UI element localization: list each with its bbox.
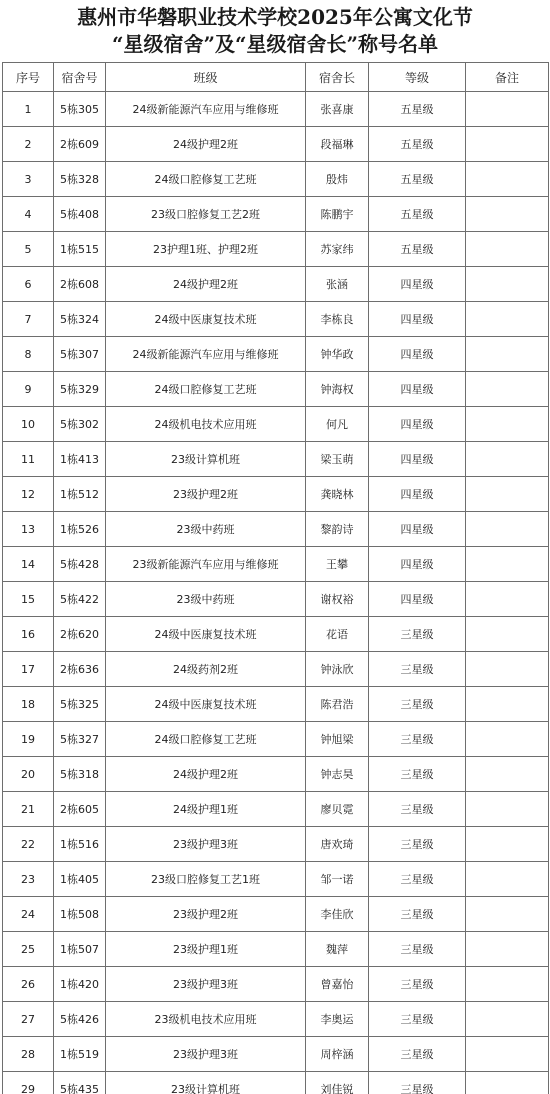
cell-class: 24级护理1班 xyxy=(106,792,306,827)
title-line-2: “星级宿舍”及“星级宿舍长”称号名单 xyxy=(111,32,438,56)
cell-no: 28 xyxy=(3,1037,54,1072)
cell-class: 23级护理3班 xyxy=(106,1037,306,1072)
cell-no: 16 xyxy=(3,617,54,652)
cell-no: 20 xyxy=(3,757,54,792)
cell-class: 24级护理2班 xyxy=(106,267,306,302)
table-row xyxy=(3,967,549,1002)
cell-level: 四星级 xyxy=(369,267,466,302)
cell-room: 5栋325 xyxy=(54,687,106,722)
table-row xyxy=(3,442,549,477)
cell-note xyxy=(466,372,549,407)
cell-note xyxy=(466,512,549,547)
table-row xyxy=(3,862,549,897)
cell-leader: 李佳欣 xyxy=(306,897,369,932)
cell-room: 1栋413 xyxy=(54,442,106,477)
cell-room: 2栋609 xyxy=(54,127,106,162)
cell-no: 22 xyxy=(3,827,54,862)
table-row xyxy=(3,897,549,932)
cell-level: 三星级 xyxy=(369,652,466,687)
cell-class: 23级护理3班 xyxy=(106,827,306,862)
cell-room: 2栋608 xyxy=(54,267,106,302)
cell-room: 1栋405 xyxy=(54,862,106,897)
cell-class: 23级口腔修复工艺2班 xyxy=(106,197,306,232)
cell-note xyxy=(466,617,549,652)
cell-level: 五星级 xyxy=(369,127,466,162)
table-row xyxy=(3,722,549,757)
cell-level: 三星级 xyxy=(369,687,466,722)
cell-leader: 王攀 xyxy=(306,547,369,582)
cell-class: 24级中医康复技术班 xyxy=(106,617,306,652)
cell-room: 1栋512 xyxy=(54,477,106,512)
table-row xyxy=(3,162,549,197)
cell-room: 5栋328 xyxy=(54,162,106,197)
cell-level: 三星级 xyxy=(369,1037,466,1072)
cell-room: 1栋516 xyxy=(54,827,106,862)
cell-room: 5栋408 xyxy=(54,197,106,232)
cell-room: 5栋435 xyxy=(54,1072,106,1094)
column-header-note: 备注 xyxy=(466,63,549,92)
cell-no: 27 xyxy=(3,1002,54,1037)
cell-level: 三星级 xyxy=(369,792,466,827)
table-row xyxy=(3,687,549,722)
column-header-class: 班级 xyxy=(106,63,306,92)
cell-no: 19 xyxy=(3,722,54,757)
table-row xyxy=(3,1037,549,1072)
cell-level: 三星级 xyxy=(369,897,466,932)
cell-level: 四星级 xyxy=(369,547,466,582)
cell-level: 三星级 xyxy=(369,1002,466,1037)
table-row xyxy=(3,302,549,337)
cell-note xyxy=(466,862,549,897)
cell-leader: 魏萍 xyxy=(306,932,369,967)
cell-no: 21 xyxy=(3,792,54,827)
cell-level: 三星级 xyxy=(369,1072,466,1094)
cell-leader: 段福琳 xyxy=(306,127,369,162)
cell-leader: 钟志昊 xyxy=(306,757,369,792)
table-row xyxy=(3,757,549,792)
cell-class: 24级口腔修复工艺班 xyxy=(106,722,306,757)
cell-room: 5栋305 xyxy=(54,92,106,127)
cell-no: 23 xyxy=(3,862,54,897)
cell-room: 5栋302 xyxy=(54,407,106,442)
cell-note xyxy=(466,302,549,337)
table-row xyxy=(3,1002,549,1037)
cell-class: 23级中药班 xyxy=(106,512,306,547)
cell-leader: 苏家纬 xyxy=(306,232,369,267)
document-title xyxy=(0,0,550,62)
cell-level: 五星级 xyxy=(369,162,466,197)
cell-level: 三星级 xyxy=(369,757,466,792)
cell-class: 23级新能源汽车应用与维修班 xyxy=(106,547,306,582)
cell-class: 24级口腔修复工艺班 xyxy=(106,162,306,197)
table-row xyxy=(3,127,549,162)
cell-no: 7 xyxy=(3,302,54,337)
cell-note xyxy=(466,792,549,827)
table-row xyxy=(3,512,549,547)
cell-level: 四星级 xyxy=(369,407,466,442)
cell-note xyxy=(466,757,549,792)
cell-level: 三星级 xyxy=(369,932,466,967)
cell-level: 三星级 xyxy=(369,862,466,897)
cell-room: 2栋636 xyxy=(54,652,106,687)
cell-room: 1栋519 xyxy=(54,1037,106,1072)
cell-no: 14 xyxy=(3,547,54,582)
cell-note xyxy=(466,687,549,722)
table-row xyxy=(3,1072,549,1094)
cell-leader: 龚晓林 xyxy=(306,477,369,512)
cell-note xyxy=(466,722,549,757)
table-body xyxy=(3,92,549,1094)
cell-note xyxy=(466,127,549,162)
cell-room: 5栋307 xyxy=(54,337,106,372)
cell-no: 24 xyxy=(3,897,54,932)
cell-no: 13 xyxy=(3,512,54,547)
cell-class: 24级中医康复技术班 xyxy=(106,687,306,722)
dormitory-roster-table xyxy=(2,62,549,1094)
cell-no: 4 xyxy=(3,197,54,232)
cell-room: 5栋327 xyxy=(54,722,106,757)
cell-no: 17 xyxy=(3,652,54,687)
cell-no: 12 xyxy=(3,477,54,512)
cell-note xyxy=(466,407,549,442)
cell-note xyxy=(466,442,549,477)
table-header-row xyxy=(3,63,549,92)
column-header-no: 序号 xyxy=(3,63,54,92)
cell-no: 10 xyxy=(3,407,54,442)
cell-level: 四星级 xyxy=(369,372,466,407)
table-row xyxy=(3,827,549,862)
cell-level: 五星级 xyxy=(369,197,466,232)
cell-class: 24级新能源汽车应用与维修班 xyxy=(106,92,306,127)
cell-room: 1栋515 xyxy=(54,232,106,267)
cell-note xyxy=(466,897,549,932)
cell-leader: 黎韵诗 xyxy=(306,512,369,547)
cell-note xyxy=(466,1002,549,1037)
cell-no: 11 xyxy=(3,442,54,477)
cell-no: 3 xyxy=(3,162,54,197)
cell-class: 24级口腔修复工艺班 xyxy=(106,372,306,407)
cell-leader: 陈鹏宇 xyxy=(306,197,369,232)
cell-note xyxy=(466,1037,549,1072)
cell-room: 1栋508 xyxy=(54,897,106,932)
cell-room: 5栋329 xyxy=(54,372,106,407)
table-row xyxy=(3,337,549,372)
cell-leader: 钟旭梁 xyxy=(306,722,369,757)
cell-room: 1栋507 xyxy=(54,932,106,967)
cell-level: 三星级 xyxy=(369,827,466,862)
cell-no: 6 xyxy=(3,267,54,302)
cell-note xyxy=(466,967,549,1002)
cell-leader: 刘佳锐 xyxy=(306,1072,369,1094)
cell-note xyxy=(466,197,549,232)
cell-level: 四星级 xyxy=(369,477,466,512)
cell-leader: 曾嘉怡 xyxy=(306,967,369,1002)
cell-leader: 谢权裕 xyxy=(306,582,369,617)
cell-room: 2栋605 xyxy=(54,792,106,827)
table-row xyxy=(3,932,549,967)
cell-note xyxy=(466,827,549,862)
cell-note xyxy=(466,652,549,687)
cell-room: 5栋422 xyxy=(54,582,106,617)
cell-note xyxy=(466,547,549,582)
cell-class: 24级中医康复技术班 xyxy=(106,302,306,337)
cell-no: 15 xyxy=(3,582,54,617)
cell-level: 五星级 xyxy=(369,232,466,267)
cell-leader: 张喜康 xyxy=(306,92,369,127)
cell-room: 5栋324 xyxy=(54,302,106,337)
cell-room: 1栋526 xyxy=(54,512,106,547)
table-row xyxy=(3,477,549,512)
cell-class: 23级护理1班 xyxy=(106,932,306,967)
cell-note xyxy=(466,92,549,127)
cell-class: 23级计算机班 xyxy=(106,442,306,477)
cell-leader: 何凡 xyxy=(306,407,369,442)
table-row xyxy=(3,372,549,407)
cell-room: 2栋620 xyxy=(54,617,106,652)
cell-no: 1 xyxy=(3,92,54,127)
cell-class: 23级中药班 xyxy=(106,582,306,617)
cell-class: 23级机电技术应用班 xyxy=(106,1002,306,1037)
cell-class: 23级口腔修复工艺1班 xyxy=(106,862,306,897)
cell-room: 5栋426 xyxy=(54,1002,106,1037)
cell-leader: 钟华政 xyxy=(306,337,369,372)
cell-note xyxy=(466,582,549,617)
cell-note xyxy=(466,1072,549,1094)
cell-class: 24级机电技术应用班 xyxy=(106,407,306,442)
cell-class: 23级护理2班 xyxy=(106,477,306,512)
table-row xyxy=(3,652,549,687)
cell-note xyxy=(466,267,549,302)
cell-room: 1栋420 xyxy=(54,967,106,1002)
cell-leader: 廖贝霓 xyxy=(306,792,369,827)
cell-leader: 花语 xyxy=(306,617,369,652)
cell-note xyxy=(466,477,549,512)
cell-note xyxy=(466,162,549,197)
cell-leader: 梁玉萌 xyxy=(306,442,369,477)
column-header-room: 宿舍号 xyxy=(54,63,106,92)
table-row xyxy=(3,267,549,302)
cell-leader: 陈君浩 xyxy=(306,687,369,722)
cell-note xyxy=(466,337,549,372)
cell-leader: 殷炜 xyxy=(306,162,369,197)
cell-class: 24级新能源汽车应用与维修班 xyxy=(106,337,306,372)
cell-class: 24级护理2班 xyxy=(106,757,306,792)
cell-class: 23级护理2班 xyxy=(106,897,306,932)
cell-no: 25 xyxy=(3,932,54,967)
table-row xyxy=(3,617,549,652)
cell-level: 三星级 xyxy=(369,967,466,1002)
cell-class: 23护理1班、护理2班 xyxy=(106,232,306,267)
cell-note xyxy=(466,932,549,967)
table-row xyxy=(3,407,549,442)
cell-leader: 周梓涵 xyxy=(306,1037,369,1072)
cell-leader: 唐欢琦 xyxy=(306,827,369,862)
cell-leader: 张涵 xyxy=(306,267,369,302)
column-header-leader: 宿舍长 xyxy=(306,63,369,92)
cell-note xyxy=(466,232,549,267)
title-line-1: 惠州市华磐职业技术学校2025年公寓文化节 xyxy=(77,5,473,29)
cell-no: 29 xyxy=(3,1072,54,1094)
cell-no: 2 xyxy=(3,127,54,162)
cell-class: 23级护理3班 xyxy=(106,967,306,1002)
cell-no: 26 xyxy=(3,967,54,1002)
table-row xyxy=(3,232,549,267)
cell-class: 23级计算机班 xyxy=(106,1072,306,1094)
cell-level: 四星级 xyxy=(369,582,466,617)
cell-level: 四星级 xyxy=(369,512,466,547)
table-row xyxy=(3,582,549,617)
cell-leader: 李奥运 xyxy=(306,1002,369,1037)
cell-class: 24级药剂2班 xyxy=(106,652,306,687)
table-row xyxy=(3,92,549,127)
cell-level: 四星级 xyxy=(369,302,466,337)
cell-level: 三星级 xyxy=(369,617,466,652)
cell-no: 8 xyxy=(3,337,54,372)
cell-class: 24级护理2班 xyxy=(106,127,306,162)
cell-no: 18 xyxy=(3,687,54,722)
table-row xyxy=(3,792,549,827)
cell-room: 5栋318 xyxy=(54,757,106,792)
cell-leader: 钟泳欣 xyxy=(306,652,369,687)
cell-no: 5 xyxy=(3,232,54,267)
cell-leader: 李栋良 xyxy=(306,302,369,337)
cell-level: 三星级 xyxy=(369,722,466,757)
cell-leader: 邹一诺 xyxy=(306,862,369,897)
table-row xyxy=(3,547,549,582)
table-row xyxy=(3,197,549,232)
cell-level: 四星级 xyxy=(369,337,466,372)
cell-level: 四星级 xyxy=(369,442,466,477)
cell-room: 5栋428 xyxy=(54,547,106,582)
cell-no: 9 xyxy=(3,372,54,407)
cell-level: 五星级 xyxy=(369,92,466,127)
column-header-level: 等级 xyxy=(369,63,466,92)
cell-leader: 钟海权 xyxy=(306,372,369,407)
